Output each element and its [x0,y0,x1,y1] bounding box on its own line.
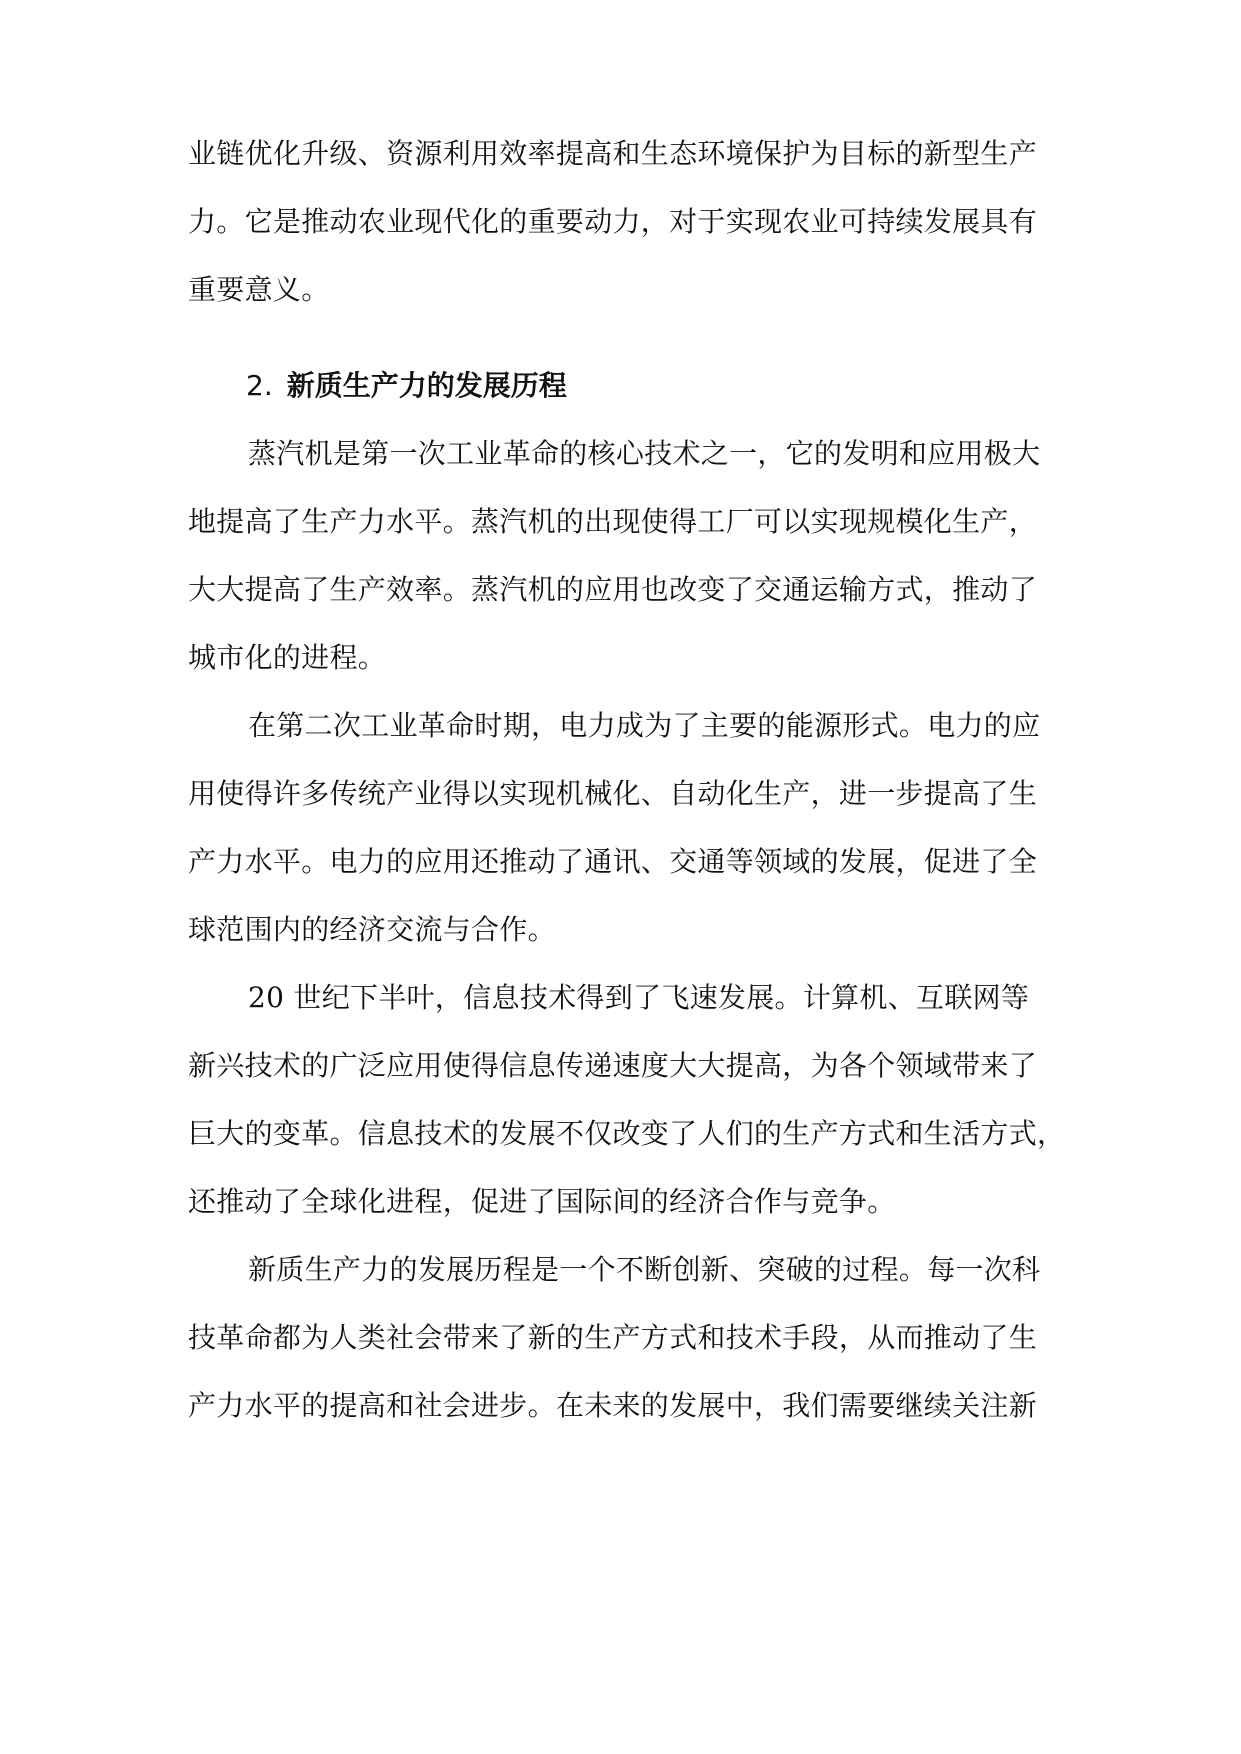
paragraph-line: 地提高了生产力水平。蒸汽机的出现使得工厂可以实现规模化生产， [188,505,1038,538]
paragraph-line: 巨大的变革。信息技术的发展不仅改变了人们的生产方式和生活方式， [188,1117,1066,1150]
paragraph-line: 蒸汽机是第一次工业革命的核心技术之一，它的发明和应用极大 [248,437,1041,470]
paragraph-line: 技革命都为人类社会带来了新的生产方式和技术手段，从而推动了生 [188,1321,1038,1354]
paragraph-line: 球范围内的经济交流与合作。 [188,913,556,946]
paragraph-line: 新质生产力的发展历程是一个不断创新、突破的过程。每一次科 [248,1253,1041,1286]
paragraph-line: 重要意义。 [188,273,330,306]
paragraph-line: 新兴技术的广泛应用使得信息传递速度大大提高，为各个领域带来了 [188,1049,1038,1082]
section-number: 2. [246,369,273,402]
paragraph-line: 业链优化升级、资源利用效率提高和生态环境保护为目标的新型生产 [188,137,1038,170]
section-title: 新质生产力的发展历程 [286,369,567,402]
paragraph-line: 力。它是推动农业现代化的重要动力，对于实现农业可持续发展具有 [188,205,1038,238]
paragraph-line: 在第二次工业革命时期，电力成为了主要的能源形式。电力的应 [248,709,1041,742]
paragraph-line: 20 世纪下半叶，信息技术得到了飞速发展。计算机、互联网等 [248,981,1030,1014]
section-heading [246,364,567,408]
paragraph-line: 用使得许多传统产业得以实现机械化、自动化生产，进一步提高了生 [188,777,1038,810]
paragraph-line: 还推动了全球化进程，促进了国际间的经济合作与竞争。 [188,1185,896,1218]
paragraph-line: 城市化的进程。 [188,641,387,674]
paragraph-line: 产力水平。电力的应用还推动了通讯、交通等领域的发展，促进了全 [188,845,1038,878]
paragraph-line: 大大提高了生产效率。蒸汽机的应用也改变了交通运输方式，推动了 [188,573,1038,606]
paragraph-line: 产力水平的提高和社会进步。在未来的发展中，我们需要继续关注新 [188,1389,1038,1422]
